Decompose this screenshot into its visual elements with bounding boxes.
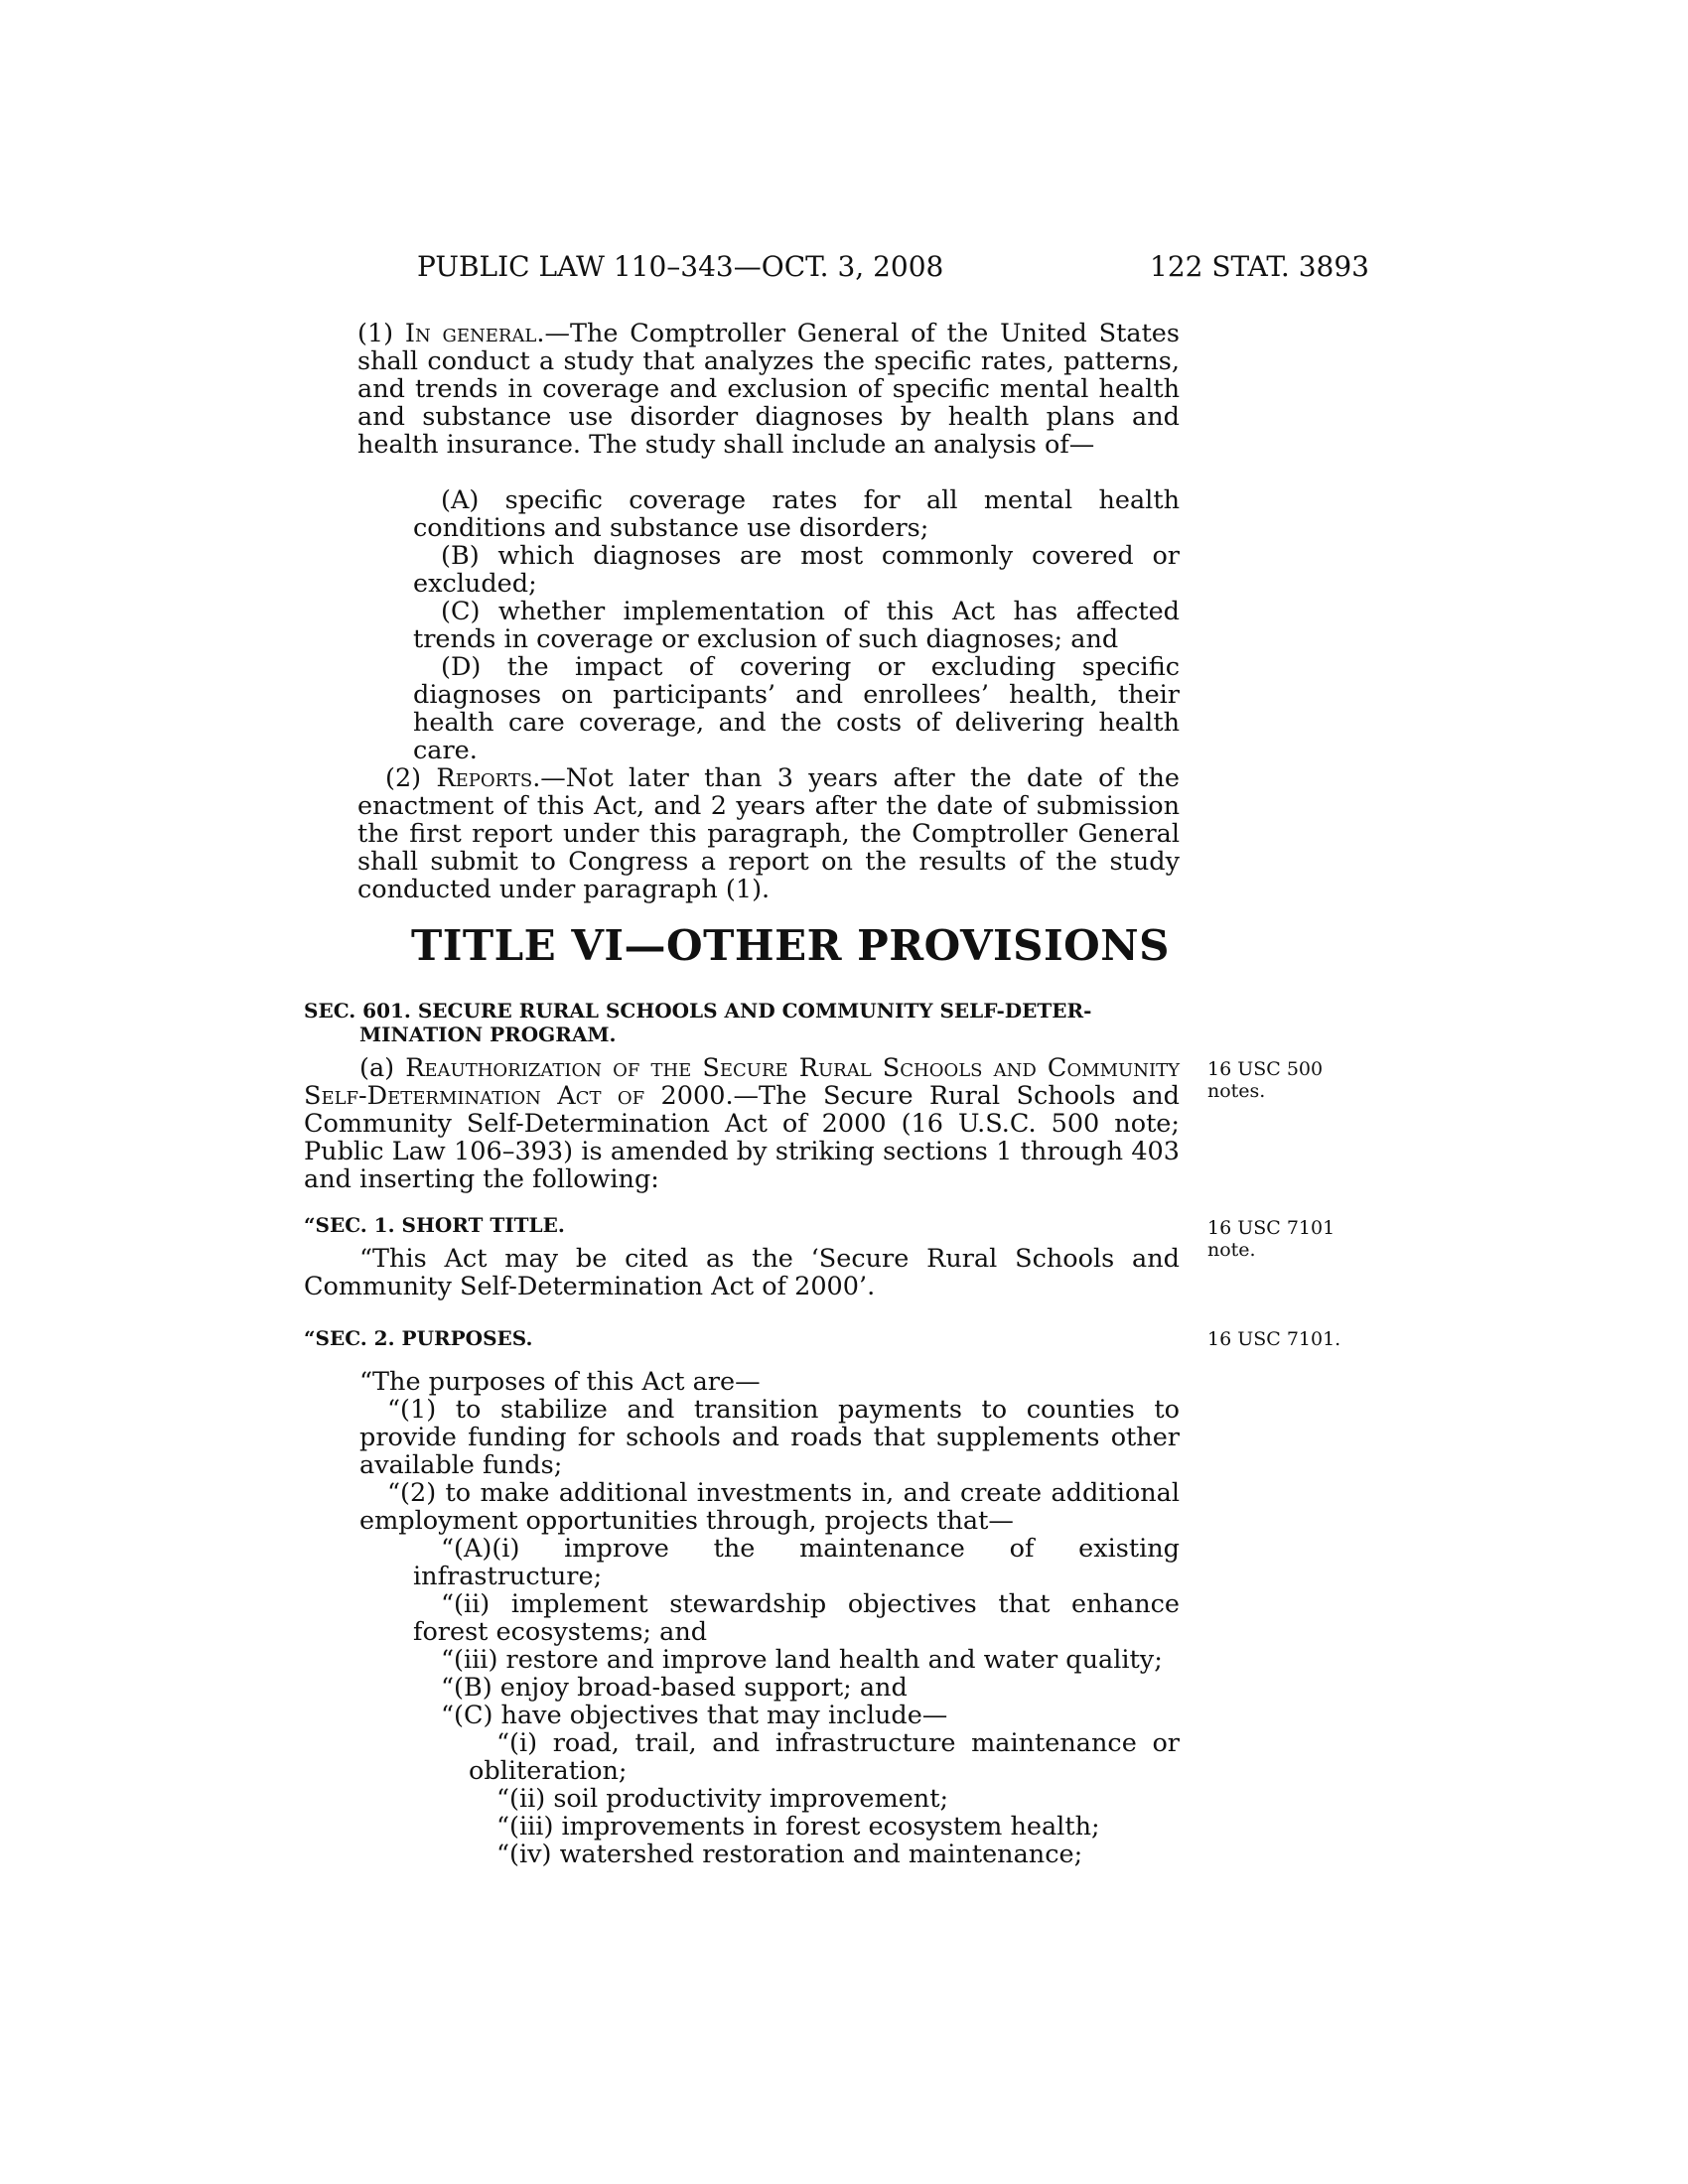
study-paragraph-1 xyxy=(357,320,1180,459)
sec-2-body xyxy=(304,1368,1180,1868)
p2-heading: Reports xyxy=(436,763,533,793)
sec-1-text-block xyxy=(304,1245,1180,1300)
sec-1-heading: “SEC. 1. SHORT TITLE. xyxy=(304,1213,565,1237)
p1-text: .—The Comptroller General of the United States shall conduct a study that analyzes the specific rates, patterns, and trends in coverage and exclusion of specific mental health and substance use disorder diagnoses by health plans and health insurance. The study shall include an analysis of— xyxy=(357,319,1180,460)
sec-601-a-label: (a) xyxy=(359,1053,406,1083)
header-title: PUBLIC LAW 110–343—OCT. 3, 2008 xyxy=(417,250,944,283)
sec-601-a xyxy=(304,1054,1180,1193)
sec-1-text: “This Act may be cited as the ‘Secure Rural Schools and Community Self-Determination Act of 2000’. xyxy=(304,1244,1180,1301)
sec-2-p1: “(1) to stabilize and transition payments to counties to provide funding for schools and roads that supplements other available funds; xyxy=(359,1395,1180,1480)
sec-2-intro: “The purposes of this Act are— xyxy=(359,1367,761,1397)
item-c: (C) whether implementation of this Act has affected trends in coverage or exclusion of such diagnoses; and xyxy=(413,597,1180,654)
sec-2-c-ii: “(ii) soil productivity improvement; xyxy=(496,1784,949,1814)
p2-label: (2) xyxy=(385,763,437,793)
running-header xyxy=(0,250,1688,290)
sec-2-c-i: “(i) road, trail, and infrastructure maintenance or obliteration; xyxy=(469,1728,1180,1786)
p1-label: (1) xyxy=(357,319,405,348)
header-stat-page: 122 STAT. 3893 xyxy=(1150,250,1369,283)
sec-601-a-heading: Reauthorization of the Secure Rural Schools and Community Self-Determination Act of 2000 xyxy=(304,1053,1180,1111)
sec-2-a-i: “(A)(i) improve the maintenance of existing infrastructure; xyxy=(413,1534,1180,1591)
item-b: (B) which diagnoses are most commonly covered or excluded; xyxy=(413,541,1180,599)
sec-2-c-iii: “(iii) improvements in forest ecosystem health; xyxy=(496,1812,1100,1842)
title-heading: TITLE VI—OTHER PROVISIONS xyxy=(411,921,1170,970)
sec-2-c-iv: “(iv) watershed restoration and maintenance; xyxy=(496,1840,1083,1869)
margin-note-16usc7101: 16 USC 7101. xyxy=(1207,1328,1341,1350)
sec-2-heading: “SEC. 2. PURPOSES. xyxy=(304,1326,533,1350)
study-items xyxy=(413,486,1180,764)
sec-601-heading-line1: SEC. 601. SECURE RURAL SCHOOLS AND COMMUNITY SELF-DETER- xyxy=(304,999,1092,1023)
item-d: (D) the impact of covering or excluding specific diagnoses on participants’ and enrollees’ health, their health care coverage, and the costs of delivering health care. xyxy=(413,652,1180,765)
study-paragraph-2 xyxy=(357,764,1180,903)
sec-601-heading xyxy=(304,999,1197,1046)
p1-heading: In general xyxy=(404,319,537,348)
sec-2-p2: “(2) to make additional investments in, and create additional employment opportunities through, projects that— xyxy=(359,1478,1180,1536)
sec-2-b: “(B) enjoy broad-based support; and xyxy=(441,1673,908,1703)
sec-601-a-text: .—The Secure Rural Schools and Community Self-Determination Act of 2000 (16 U.S.C. 500 note; Public Law 106–393) is amended by striking sections 1 through 403 and inserting the following: xyxy=(304,1081,1181,1194)
sec-601-heading-line2: MINATION PROGRAM. xyxy=(359,1023,617,1046)
margin-note-16usc500: 16 USC 500 notes. xyxy=(1207,1058,1324,1102)
sec-2-a-iii: “(iii) restore and improve land health and water quality; xyxy=(441,1645,1163,1675)
item-a: (A) specific coverage rates for all mental health conditions and substance use disorders; xyxy=(413,485,1180,543)
p2-text: .—Not later than 3 years after the date of the enactment of this Act, and 2 years after the date of submission the first report under this paragraph, the Comptroller General shall submit to Congress a report on the results of the study conducted under paragraph (1). xyxy=(357,763,1180,904)
margin-note-16usc7101-note: 16 USC 7101 note. xyxy=(1207,1217,1336,1261)
sec-2-c: “(C) have objectives that may include— xyxy=(441,1701,948,1730)
sec-2-a-ii: “(ii) implement stewardship objectives that enhance forest ecosystems; and xyxy=(413,1589,1180,1647)
